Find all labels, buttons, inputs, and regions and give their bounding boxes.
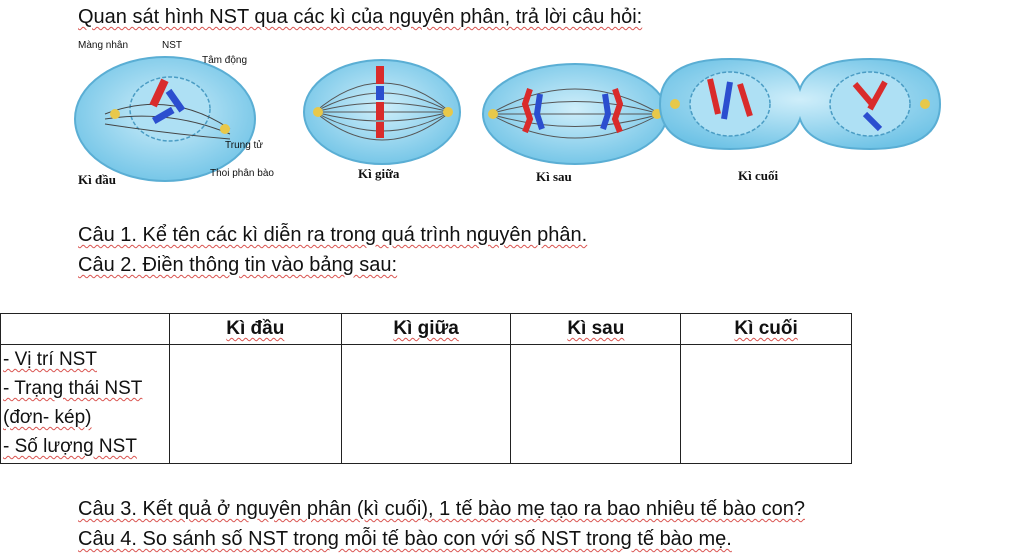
table-header-prophase: Kì đầu xyxy=(169,314,341,345)
table-cell-prophase[interactable] xyxy=(169,345,341,464)
mitosis-illustration xyxy=(60,34,960,194)
phase-label-anaphase: Kì sau xyxy=(536,169,572,184)
phase-label-metaphase: Kì giữa xyxy=(358,166,400,181)
table-header-anaphase: Kì sau xyxy=(511,314,681,345)
centromere-label: Tâm động xyxy=(202,55,248,66)
table-row xyxy=(1,345,852,464)
telophase-cell xyxy=(660,59,940,149)
mitosis-figure xyxy=(60,34,960,194)
row-label-count: - Số lượng NST xyxy=(3,436,137,457)
question-3: Câu 3. Kết quả ở nguyên phân (kì cuối), 1 tế bào mẹ tạo ra bao nhiêu tế bào con? xyxy=(78,498,805,520)
centriole-label: Trung tử xyxy=(225,140,264,151)
chromosome-label: NST xyxy=(162,40,182,51)
phase-table xyxy=(0,313,852,464)
question-4: Câu 4. So sánh số NST trong mỗi tế bào con với số NST trong tế bào mẹ. xyxy=(78,528,732,550)
row-label-state-detail: (đơn- kép) xyxy=(3,407,92,428)
page-title: Quan sát hình NST qua các kì của nguyên phân, trả lời câu hỏi: xyxy=(78,6,643,28)
spindle-label: Thoi phân bào xyxy=(210,168,274,179)
row-label-state: - Trạng thái NST xyxy=(3,378,143,399)
question-2: Câu 2. Điền thông tin vào bảng sau: xyxy=(78,254,398,276)
prophase-cell xyxy=(75,57,255,181)
metaphase-cell xyxy=(304,60,460,164)
table-header-metaphase: Kì giữa xyxy=(341,314,511,345)
phase-label-telophase: Kì cuối xyxy=(738,168,779,183)
question-1: Câu 1. Kể tên các kì diễn ra trong quá trình nguyên phân. xyxy=(78,224,588,246)
table-cell-telophase[interactable] xyxy=(681,345,852,464)
anaphase-cell xyxy=(483,64,667,164)
table-cell-metaphase[interactable] xyxy=(341,345,511,464)
table-row-labels xyxy=(1,345,170,464)
phase-label-prophase: Kì đầu xyxy=(78,172,116,187)
membrane-label: Màng nhân xyxy=(78,40,129,51)
table-header-row xyxy=(1,314,852,345)
row-label-position: - Vị trí NST xyxy=(3,349,97,370)
table-header-empty xyxy=(1,314,170,345)
table-header-telophase: Kì cuối xyxy=(681,314,852,345)
table-cell-anaphase[interactable] xyxy=(511,345,681,464)
